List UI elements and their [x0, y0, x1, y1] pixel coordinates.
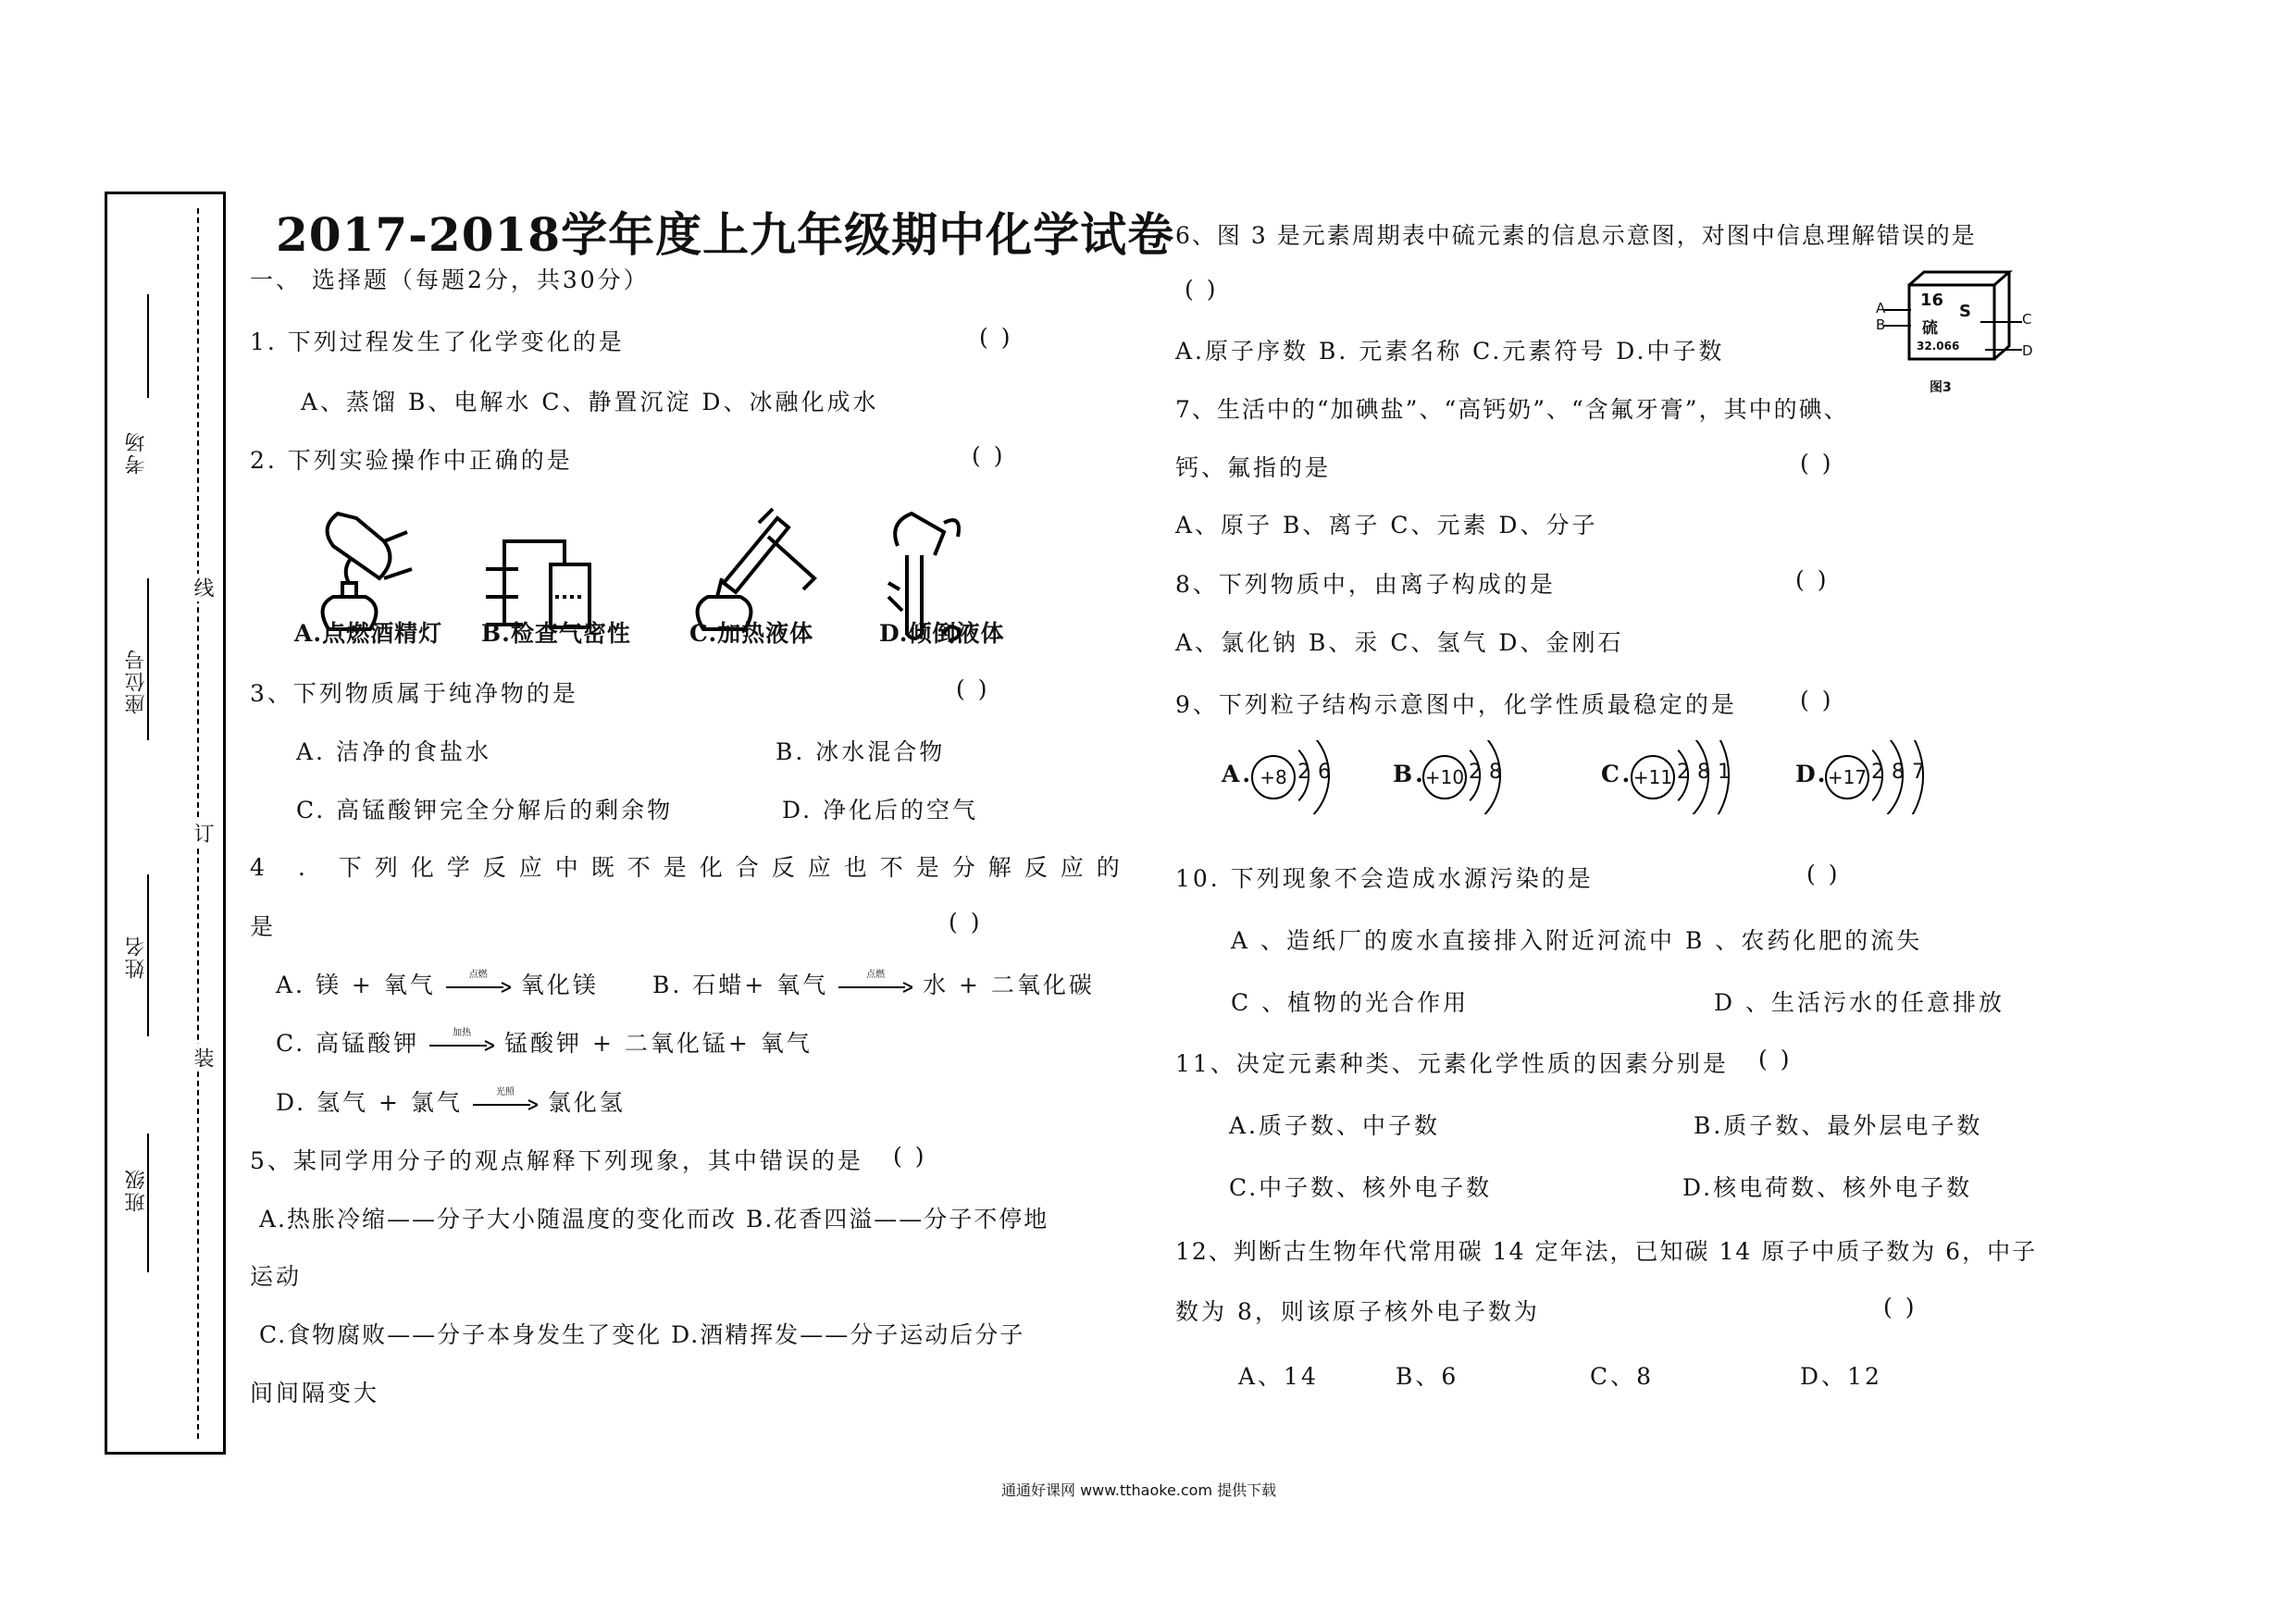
q6-answer-paren: ( ) — [1185, 276, 1219, 303]
cut-mark-ding: 订 — [188, 819, 217, 847]
exam-room-label: 考场 — [125, 430, 148, 475]
q3-option-a: A. 洁净的食盐水 — [296, 738, 491, 765]
shell-electron-count: 2 — [1677, 761, 1690, 784]
element-symbol: S — [1959, 302, 1971, 321]
q10-answer-paren: ( ) — [1806, 861, 1841, 887]
q8-answer-paren: ( ) — [1795, 566, 1830, 593]
atom-nucleus: +8 — [1251, 755, 1296, 799]
shell-electron-count: 8 — [1892, 761, 1905, 784]
q2-caption-d: D.倾倒液体 — [879, 620, 1005, 647]
q3-stem: 3、下列物质属于纯净物的是 — [250, 680, 578, 707]
atom-label: D. — [1795, 761, 1829, 787]
reaction-arrow-icon — [838, 969, 912, 997]
element-name: 硫 — [1922, 319, 1938, 338]
shell-electron-count: 8 — [1697, 761, 1710, 784]
q12-answer-paren: ( ) — [1883, 1294, 1917, 1320]
q5-stem: 5、某同学用分子的观点解释下列现象，其中错误的是 — [250, 1147, 863, 1174]
q6-stem: 6、图 3 是元素周期表中硫元素的信息示意图，对图中信息理解错误的是 — [1175, 222, 1977, 249]
q5-answer-paren: ( ) — [893, 1143, 927, 1170]
q7-stem-line2: 钙、氟指的是 — [1175, 454, 1332, 481]
q5-line2: 运动 — [250, 1263, 303, 1290]
q4-c-condition: 加热 — [453, 1027, 472, 1038]
sulfur-element-figure — [1876, 268, 2033, 398]
q10-options-ab: A 、造纸厂的废水直接排入附近河流中 B 、农药化肥的流失 — [1231, 927, 1923, 954]
q12-option-b: B、6 — [1396, 1363, 1459, 1390]
q8-stem: 8、下列物质中，由离子构成的是 — [1175, 571, 1556, 598]
element-cell-box-icon — [1883, 268, 2022, 370]
q4-option-c — [276, 1025, 813, 1059]
q12-option-d: D、12 — [1800, 1363, 1882, 1390]
q3-option-d: D. 净化后的空气 — [782, 797, 979, 824]
heating-liquid-icon — [698, 509, 814, 629]
electron-shell-arcs — [1601, 740, 1786, 814]
q4-c-products: 锰酸钾 + 二氧化锰+ 氧气 — [504, 1030, 813, 1057]
atom-diagram — [1393, 740, 1596, 814]
q4-d-products: 氯化氢 — [547, 1089, 626, 1116]
student-name-label: 姓名 — [125, 935, 148, 979]
q10-stem: 10. 下列现象不会造成水源污染的是 — [1175, 865, 1594, 892]
q4-c-reactants: C. 高锰酸钾 — [276, 1030, 420, 1057]
electron-shell-arcs — [1795, 740, 1980, 814]
cut-mark-zhuang: 装 — [188, 1044, 217, 1072]
page-footer: 通通好课网 www.tthaoke.com 提供下载 — [1001, 1481, 1277, 1499]
shell-electron-count: 6 — [1318, 761, 1331, 784]
q1-answer-paren: ( ) — [979, 324, 1013, 351]
name-line-1 — [147, 294, 149, 398]
reaction-arrow-icon — [429, 1027, 494, 1055]
q4-d-reactants: D. 氢气 + 氯气 — [276, 1089, 463, 1116]
figure-caption: 图3 — [1930, 380, 1952, 395]
q2-caption-a: A.点燃酒精灯 — [294, 620, 443, 647]
cut-mark-xian: 线 — [188, 574, 217, 601]
q10-option-c: C 、植物的光合作用 — [1231, 989, 1470, 1016]
shell-electron-count: 2 — [1469, 761, 1482, 784]
q3-answer-paren: ( ) — [956, 675, 990, 702]
q12-option-c: C、8 — [1590, 1363, 1655, 1390]
q1-stem: 1. 下列过程发生了化学变化的是 — [250, 328, 625, 355]
reaction-arrow-icon — [473, 1086, 538, 1114]
class-label: 班级 — [125, 1168, 148, 1212]
q4-b-reactants: B. 石蜡+ 氧气 — [652, 972, 829, 998]
q2-stem: 2. 下列实验操作中正确的是 — [250, 447, 573, 474]
atom-label: A. — [1222, 761, 1254, 787]
q4-stem-line1: 4 . 下列化学反应中既不是化合反应也不是分解反应的 — [250, 854, 1133, 881]
q11-option-d: D.核电荷数、核外电子数 — [1682, 1174, 1973, 1201]
shell-electron-count: 1 — [1718, 761, 1731, 784]
atom-diagram — [1601, 740, 1805, 814]
q4-option-a — [276, 967, 599, 1000]
q5-line4: 间间隔变大 — [250, 1380, 380, 1406]
shell-electron-count: 8 — [1489, 761, 1502, 784]
q11-option-a: A.质子数、中子数 — [1229, 1112, 1441, 1139]
q9-answer-paren: ( ) — [1800, 687, 1834, 713]
q5-line1: A.热胀冷缩——分子大小随温度的变化而改 B.花香四溢——分子不停地 — [259, 1206, 1049, 1233]
electron-shell-arcs — [1393, 740, 1578, 814]
q11-option-c: C.中子数、核外电子数 — [1229, 1174, 1493, 1201]
q3-option-c: C. 高锰酸钾完全分解后的剩余物 — [296, 797, 674, 824]
shell-electron-count: 7 — [1912, 761, 1925, 784]
q11-stem: 11、决定元素种类、元素化学性质的因素分别是 — [1175, 1050, 1729, 1077]
q4-stem-line2: 是 — [250, 913, 277, 940]
shell-electron-count: 2 — [1297, 761, 1310, 784]
q4-answer-paren: ( ) — [949, 909, 983, 935]
q8-options: A、氯化钠 B、汞 C、氢气 D、金刚石 — [1175, 629, 1624, 656]
seat-number-label: 座位号 — [125, 648, 148, 714]
q2-caption-c: C.加热液体 — [689, 620, 814, 647]
q12-stem-line2: 数为 8，则该原子核外电子数为 — [1175, 1298, 1540, 1325]
q4-option-d — [276, 1084, 626, 1118]
q9-stem: 9、下列粒子结构示意图中，化学性质最稳定的是 — [1175, 691, 1737, 718]
atomic-number: 16 — [1920, 291, 1944, 310]
q7-stem-line1: 7、生活中的“加碘盐”、“高钙奶”、“含氟牙膏”，其中的碘、 — [1175, 396, 1849, 423]
pointer-d: D — [2022, 342, 2033, 359]
q10-option-d: D 、生活污水的任意排放 — [1714, 989, 2004, 1016]
q6-options: A.原子序数 B. 元素名称 C.元素符号 D.中子数 — [1175, 338, 1725, 365]
q11-answer-paren: ( ) — [1758, 1046, 1793, 1072]
q12-stem-line1: 12、判断古生物年代常用碳 14 定年法，已知碳 14 原子中质子数为 6，中子 — [1175, 1238, 2038, 1265]
q4-a-products: 氧化镁 — [520, 972, 599, 998]
q12-option-a: A、14 — [1238, 1363, 1319, 1390]
q4-option-b — [652, 967, 1095, 1000]
q11-option-b: B.质子数、最外层电子数 — [1694, 1112, 1983, 1139]
atom-nucleus: +17 — [1825, 755, 1869, 799]
reaction-arrow-icon — [446, 969, 511, 997]
q4-d-condition: 光照 — [495, 1086, 515, 1097]
q2-answer-paren: ( ) — [972, 442, 1006, 469]
q4-b-condition: 点燃 — [866, 969, 886, 980]
atom-nucleus: +11 — [1631, 755, 1675, 799]
q4-a-reactants: A. 镁 + 氧气 — [276, 972, 436, 998]
atom-label: B. — [1393, 761, 1426, 787]
pointer-b: B — [1876, 316, 1886, 333]
pointer-c: C — [2022, 311, 2032, 328]
pointer-a: A — [1876, 300, 1886, 316]
q2-caption-b: B.检查气密性 — [481, 620, 631, 647]
atom-label: C. — [1601, 761, 1633, 787]
atom-nucleus: +10 — [1422, 755, 1467, 799]
q4-b-products: 水 + 二氧化碳 — [923, 972, 1095, 998]
q1-options: A、蒸馏 B、电解水 C、静置沉淀 D、冰融化成水 — [301, 389, 879, 415]
electron-shell-arcs — [1222, 740, 1407, 814]
shell-electron-count: 2 — [1871, 761, 1884, 784]
atomic-mass: 32.066 — [1917, 340, 1960, 353]
q4-a-condition: 点燃 — [468, 969, 488, 980]
q3-option-b: B. 冰水混合物 — [776, 738, 946, 765]
atom-diagram — [1795, 740, 1999, 814]
q5-line3: C.食物腐败——分子本身发生了变化 D.酒精挥发——分子运动后分子 — [259, 1321, 1025, 1348]
section-heading: 一、 选择题（每题2分，共30分） — [250, 266, 650, 293]
page-title: 2017-2018学年度上九年级期中化学试卷 — [276, 207, 1175, 262]
q7-answer-paren: ( ) — [1800, 450, 1834, 477]
alcohol-lamp-icon — [323, 514, 412, 629]
q7-options: A、原子 B、离子 C、元素 D、分子 — [1175, 512, 1598, 539]
